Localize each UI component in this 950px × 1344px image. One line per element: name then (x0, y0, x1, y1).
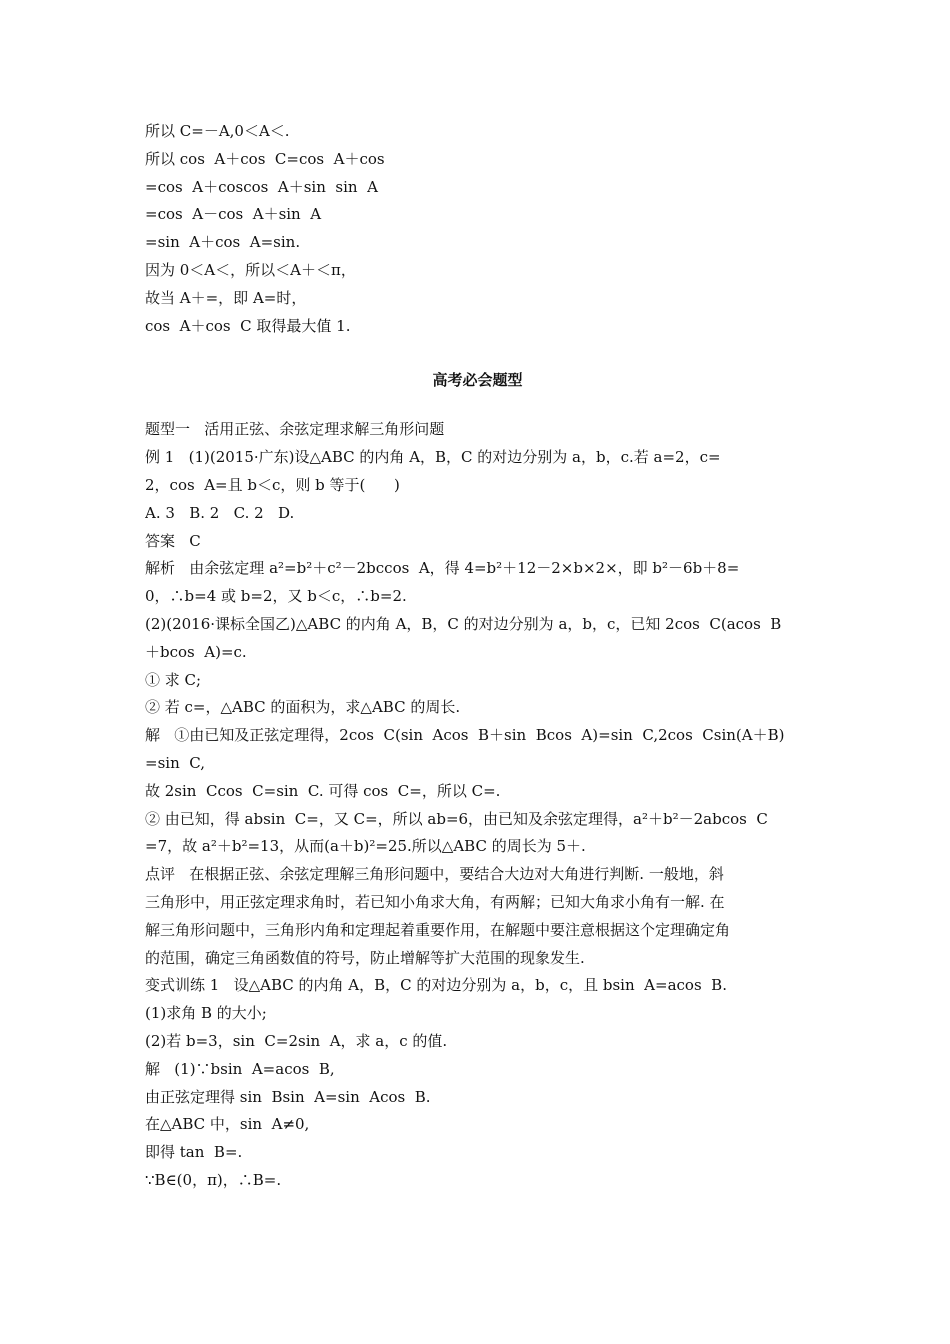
text-line: 解 (1)∵bsin A=acos B, (145, 1059, 335, 1078)
text-line: (1)求角 B 的大小; (145, 1004, 267, 1023)
solution-continuation (145, 118, 810, 340)
text-line: ② 若 c=，△ABC 的面积为，求△ABC 的周长. (145, 698, 461, 717)
text-line: ② 由已知，得 absin C=，又 C=，所以 ab=6，由已知及余弦定理得，a²＋b²－2abcos C (145, 809, 768, 828)
problem-section (145, 416, 810, 1194)
text-line: 2，cos A=且 b＜c，则 b 等于( ) (145, 475, 400, 494)
text-line: 所以 C=－A,0＜A＜. (145, 122, 290, 140)
text-line: 由正弦定理得 sin Bsin A=sin Acos B. (145, 1087, 431, 1106)
text-line: =sin C, (145, 753, 205, 772)
text-line: ① 求 C; (145, 670, 202, 689)
document-page (145, 118, 810, 1195)
text-line: 解三角形问题中，三角形内角和定理起着重要作用，在解题中要注意根据这个定理确定角 (145, 920, 731, 939)
text-line: 所以 cos A＋cos C=cos A＋cos (145, 149, 385, 168)
text-line: 即得 tan B=. (145, 1143, 243, 1162)
section-heading: 高考必会题型 (432, 371, 523, 390)
text-line: 在△ABC 中，sin A≠0, (145, 1115, 310, 1134)
text-line: 例 1 (1)(2015·广东)设△ABC 的内角 A，B，C 的对边分别为 a，b，c.若 a=2，c= (145, 448, 721, 467)
text-line: 0，∴b=4 或 b=2，又 b＜c，∴b=2. (145, 587, 407, 606)
text-line: 答案 C (145, 531, 201, 550)
text-line: =cos A－cos A＋sin A (145, 205, 322, 224)
text-line: 三角形中，用正弦定理求角时，若已知小角求大角，有两解；已知大角求小角有一解. 在 (145, 892, 725, 911)
text-line: 解 ①由已知及正弦定理得，2cos C(sin Acos B＋sin Bcos A)=sin C,2cos Csin(A＋B) (145, 726, 785, 745)
text-line: 变式训练 1 设△ABC 的内角 A，B，C 的对边分别为 a，b，c，且 bsin A=acos B. (145, 976, 727, 995)
text-line: 故 2sin Ccos C=sin C. 可得 cos C=，所以 C=. (145, 781, 501, 800)
text-line: 题型一 活用正弦、余弦定理求解三角形问题 (145, 420, 445, 439)
text-line: 的范围，确定三角函数值的符号，防止增解等扩大范围的现象发生. (145, 948, 585, 967)
text-line: 解析 由余弦定理 a²=b²＋c²－2bccos A，得 4=b²＋12－2×b×2×，即 b²－6b＋8= (145, 559, 740, 578)
text-line: =sin A＋cos A=sin. (145, 233, 301, 252)
text-line: 点评 在根据正弦、余弦定理解三角形问题中，要结合大边对大角进行判断. 一般地，斜 (145, 865, 724, 884)
text-line: =cos A＋coscos A＋sin sin A (145, 177, 378, 196)
text-line: A. 3 B. 2 C. 2 D. (145, 503, 295, 522)
text-line: =7，故 a²＋b²=13，从而(a＋b)²=25.所以△ABC 的周长为 5＋. (145, 837, 586, 856)
text-line: cos A＋cos C 取得最大值 1. (145, 316, 351, 335)
text-line: (2)(2016·课标全国乙)△ABC 的内角 A，B，C 的对边分别为 a，b，c，已知 2cos C(acos B (145, 614, 782, 633)
text-line: 因为 0＜A＜，所以＜A＋＜π， (145, 260, 356, 279)
text-line: ∵B∈(0，π)，∴B=. (145, 1170, 282, 1189)
text-line: 故当 A＋=，即 A=时， (145, 288, 307, 307)
text-line: (2)若 b=3，sin C=2sin A，求 a，c 的值. (145, 1031, 448, 1050)
text-line: ＋bcos A)=c. (145, 642, 247, 661)
